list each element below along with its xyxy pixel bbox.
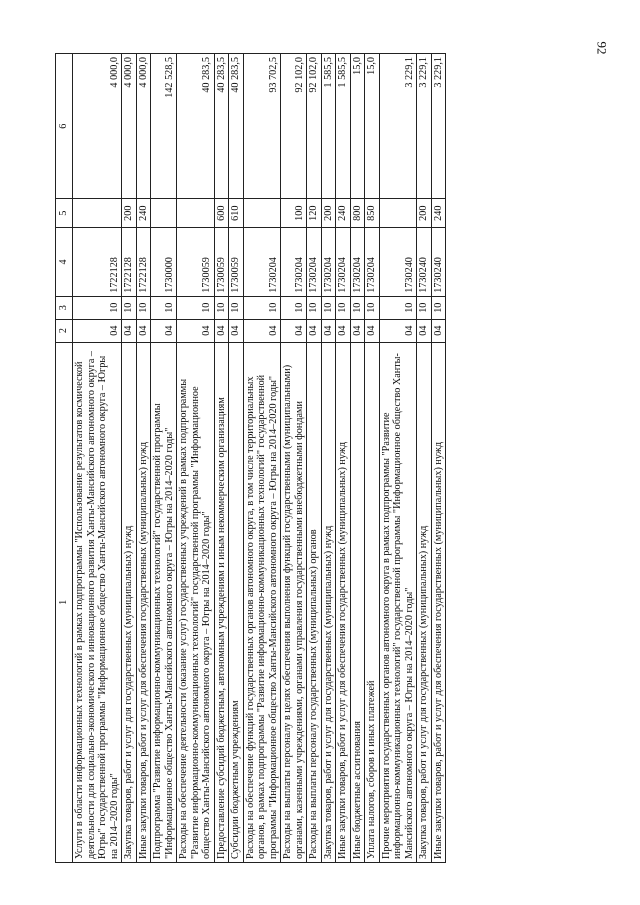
row-expense-type-cell: 100 xyxy=(281,199,307,228)
row-target-article-cell: 1730204 xyxy=(243,228,281,297)
page-number: 92 xyxy=(594,41,610,55)
table-row xyxy=(365,54,380,863)
row-subsection-cell: 10 xyxy=(122,296,137,319)
row-name-cell: Иные закупки товаров, работ и услуг для обеспечения государственных (муниципальных) нужд xyxy=(431,342,446,862)
row-expense-type-cell: 240 xyxy=(336,199,351,228)
row-name-cell: Иные закупки товаров, работ и услуг для обеспечения государственных (муниципальных) нужд xyxy=(336,342,351,862)
row-subsection-cell: 10 xyxy=(281,296,307,319)
table-row xyxy=(321,54,336,863)
row-target-article-cell: 1730204 xyxy=(365,228,380,297)
row-target-article-cell: 1730240 xyxy=(417,228,432,297)
table-row xyxy=(350,54,365,863)
row-subsection-cell: 10 xyxy=(73,296,122,319)
row-target-article-cell: 1730204 xyxy=(350,228,365,297)
table-row xyxy=(136,54,151,863)
row-expense-type-cell xyxy=(243,199,281,228)
row-subsection-cell: 10 xyxy=(214,296,229,319)
table-row xyxy=(431,54,446,863)
row-subsection-cell: 10 xyxy=(365,296,380,319)
row-subsection-cell: 10 xyxy=(336,296,351,319)
row-section-cell: 04 xyxy=(122,319,137,342)
row-target-article-cell: 1730204 xyxy=(321,228,336,297)
row-name-cell: Иные закупки товаров, работ и услуг для обеспечения государственных (муниципальных) нужд xyxy=(136,342,151,862)
table-row xyxy=(177,54,215,863)
table-row xyxy=(73,54,122,863)
row-section-cell: 04 xyxy=(417,319,432,342)
row-name-cell: Закупка товаров, работ и услуг для государственных (муниципальных) нужд xyxy=(321,342,336,862)
row-target-article-cell: 1730059 xyxy=(177,228,215,297)
row-subsection-cell: 10 xyxy=(350,296,365,319)
row-expense-type-cell: 200 xyxy=(122,199,137,228)
row-subsection-cell: 10 xyxy=(243,296,281,319)
row-target-article-cell: 1722128 xyxy=(73,228,122,297)
header-col-3: 3 xyxy=(56,296,73,319)
table-row xyxy=(151,54,177,863)
table-row xyxy=(379,54,417,863)
row-target-article-cell: 1730240 xyxy=(431,228,446,297)
row-target-article-cell: 1722128 xyxy=(122,228,137,297)
table-row xyxy=(243,54,281,863)
row-section-cell: 04 xyxy=(281,319,307,342)
row-name-cell: Иные бюджетные ассигнования xyxy=(350,342,365,862)
row-section-cell: 04 xyxy=(214,319,229,342)
row-expense-type-cell xyxy=(151,199,177,228)
row-amount-cell: 142 528,5 xyxy=(151,54,177,199)
row-subsection-cell: 10 xyxy=(307,296,322,319)
row-expense-type-cell: 120 xyxy=(307,199,322,228)
table-row xyxy=(214,54,229,863)
row-expense-type-cell: 200 xyxy=(417,199,432,228)
row-amount-cell: 40 283,5 xyxy=(229,54,244,199)
row-name-cell: Услуги в области информационных технологий в рамках подпрограммы "Использование результатов космической деятельности для социально-экономического и инновационного развития Ханты-Мансийского автономного округа – Югры" государственной программы "Информационное общество Ханты-Мансийского автономного округа – Югры на 2014–2020 годы" xyxy=(73,342,122,862)
row-section-cell: 04 xyxy=(177,319,215,342)
row-section-cell: 04 xyxy=(379,319,417,342)
row-amount-cell: 15,0 xyxy=(365,54,380,199)
row-name-cell: Субсидии бюджетным учреждениям xyxy=(229,342,244,862)
row-section-cell: 04 xyxy=(307,319,322,342)
row-name-cell: Закупка товаров, работ и услуг для государственных (муниципальных) нужд xyxy=(122,342,137,862)
row-expense-type-cell: 240 xyxy=(136,199,151,228)
row-expense-type-cell: 200 xyxy=(321,199,336,228)
row-amount-cell: 92 102,0 xyxy=(307,54,322,199)
row-amount-cell: 93 702,5 xyxy=(243,54,281,199)
row-subsection-cell: 10 xyxy=(229,296,244,319)
row-name-cell: Предоставление субсидий бюджетным, автономным учреждениям и иным некоммерческим организациям xyxy=(214,342,229,862)
row-amount-cell: 3 229,1 xyxy=(379,54,417,199)
row-name-cell: Расходы на выплаты персоналу в целях обеспечения выполнения функций государственными (муниципальными) органами, казенными учреждениями, органами управления государственными внебюджетными фондами xyxy=(281,342,307,862)
row-amount-cell: 92 102,0 xyxy=(281,54,307,199)
row-expense-type-cell: 240 xyxy=(431,199,446,228)
row-target-article-cell: 1730000 xyxy=(151,228,177,297)
row-name-cell: Уплата налогов, сборов и иных платежей xyxy=(365,342,380,862)
row-subsection-cell: 10 xyxy=(177,296,215,319)
row-section-cell: 04 xyxy=(336,319,351,342)
header-col-5: 5 xyxy=(56,199,73,228)
row-section-cell: 04 xyxy=(431,319,446,342)
row-subsection-cell: 10 xyxy=(151,296,177,319)
row-name-cell: Прочие мероприятия государственных органов автономного округа в рамках подпрограммы "Развитие информационно-коммуникационных технологий" государственной программы "Информационное общество Ханты-Мансийского автономного округа – Югры на 2014–2020 годы" xyxy=(379,342,417,862)
row-section-cell: 04 xyxy=(73,319,122,342)
row-amount-cell: 15,0 xyxy=(350,54,365,199)
row-target-article-cell: 1722128 xyxy=(136,228,151,297)
row-name-cell: Расходы на обеспечение деятельности (оказание услуг) государственных учреждений в рамках подпрограммы "Развитие информационно-коммуникационных технологий" государственной программы "Информационное общество Ханты-Мансийского автономного округа – Югры на 2014–2020 годы" xyxy=(177,342,215,862)
row-target-article-cell: 1730059 xyxy=(214,228,229,297)
row-name-cell: Закупка товаров, работ и услуг для государственных (муниципальных) нужд xyxy=(417,342,432,862)
row-amount-cell: 40 283,5 xyxy=(177,54,215,199)
row-subsection-cell: 10 xyxy=(379,296,417,319)
row-amount-cell: 3 229,1 xyxy=(417,54,432,199)
row-section-cell: 04 xyxy=(350,319,365,342)
row-name-cell: Расходы на выплаты персоналу государственных (муниципальных) органов xyxy=(307,342,322,862)
row-expense-type-cell: 800 xyxy=(350,199,365,228)
row-section-cell: 04 xyxy=(229,319,244,342)
row-target-article-cell: 1730240 xyxy=(379,228,417,297)
row-expense-type-cell: 600 xyxy=(214,199,229,228)
row-target-article-cell: 1730204 xyxy=(281,228,307,297)
row-target-article-cell: 1730204 xyxy=(307,228,322,297)
table-row xyxy=(281,54,307,863)
row-amount-cell: 4 000,0 xyxy=(73,54,122,199)
row-subsection-cell: 10 xyxy=(321,296,336,319)
table-row xyxy=(229,54,244,863)
row-amount-cell: 40 283,5 xyxy=(214,54,229,199)
header-col-2: 2 xyxy=(56,319,73,342)
header-col-6: 6 xyxy=(56,54,73,199)
table-row xyxy=(122,54,137,863)
rotated-page xyxy=(55,53,605,863)
row-target-article-cell: 1730204 xyxy=(336,228,351,297)
row-name-cell: Подпрограмма "Развитие информационно-коммуникационных технологий" государственной программы "Информационное общество Ханты-Мансийского автономного округа – Югры на 2014–2020 годы" xyxy=(151,342,177,862)
row-target-article-cell: 1730059 xyxy=(229,228,244,297)
row-section-cell: 04 xyxy=(321,319,336,342)
row-expense-type-cell xyxy=(177,199,215,228)
row-amount-cell: 1 585,5 xyxy=(321,54,336,199)
row-expense-type-cell xyxy=(379,199,417,228)
header-col-1: 1 xyxy=(56,342,73,862)
row-amount-cell: 3 229,1 xyxy=(431,54,446,199)
table-header-row xyxy=(56,54,73,863)
row-section-cell: 04 xyxy=(365,319,380,342)
row-expense-type-cell: 850 xyxy=(365,199,380,228)
row-section-cell: 04 xyxy=(151,319,177,342)
row-section-cell: 04 xyxy=(243,319,281,342)
row-expense-type-cell xyxy=(73,199,122,228)
row-name-cell: Расходы на обеспечение функций государственных органов автономного округа, в том числе территориальных органов, в рамках подпрограммы "Развитие информационно-коммуникационных технологий" государственной программы "Информационное общество Ханты-Мансийского автономного округа – Югры на 2014–2020 годы" xyxy=(243,342,281,862)
table-row xyxy=(336,54,351,863)
row-subsection-cell: 10 xyxy=(136,296,151,319)
header-col-4: 4 xyxy=(56,228,73,297)
budget-table xyxy=(55,53,446,863)
row-amount-cell: 4 000,0 xyxy=(136,54,151,199)
row-expense-type-cell: 610 xyxy=(229,199,244,228)
row-amount-cell: 1 585,5 xyxy=(336,54,351,199)
table-row xyxy=(307,54,322,863)
row-amount-cell: 4 000,0 xyxy=(122,54,137,199)
row-subsection-cell: 10 xyxy=(417,296,432,319)
row-subsection-cell: 10 xyxy=(431,296,446,319)
table-row xyxy=(417,54,432,863)
row-section-cell: 04 xyxy=(136,319,151,342)
